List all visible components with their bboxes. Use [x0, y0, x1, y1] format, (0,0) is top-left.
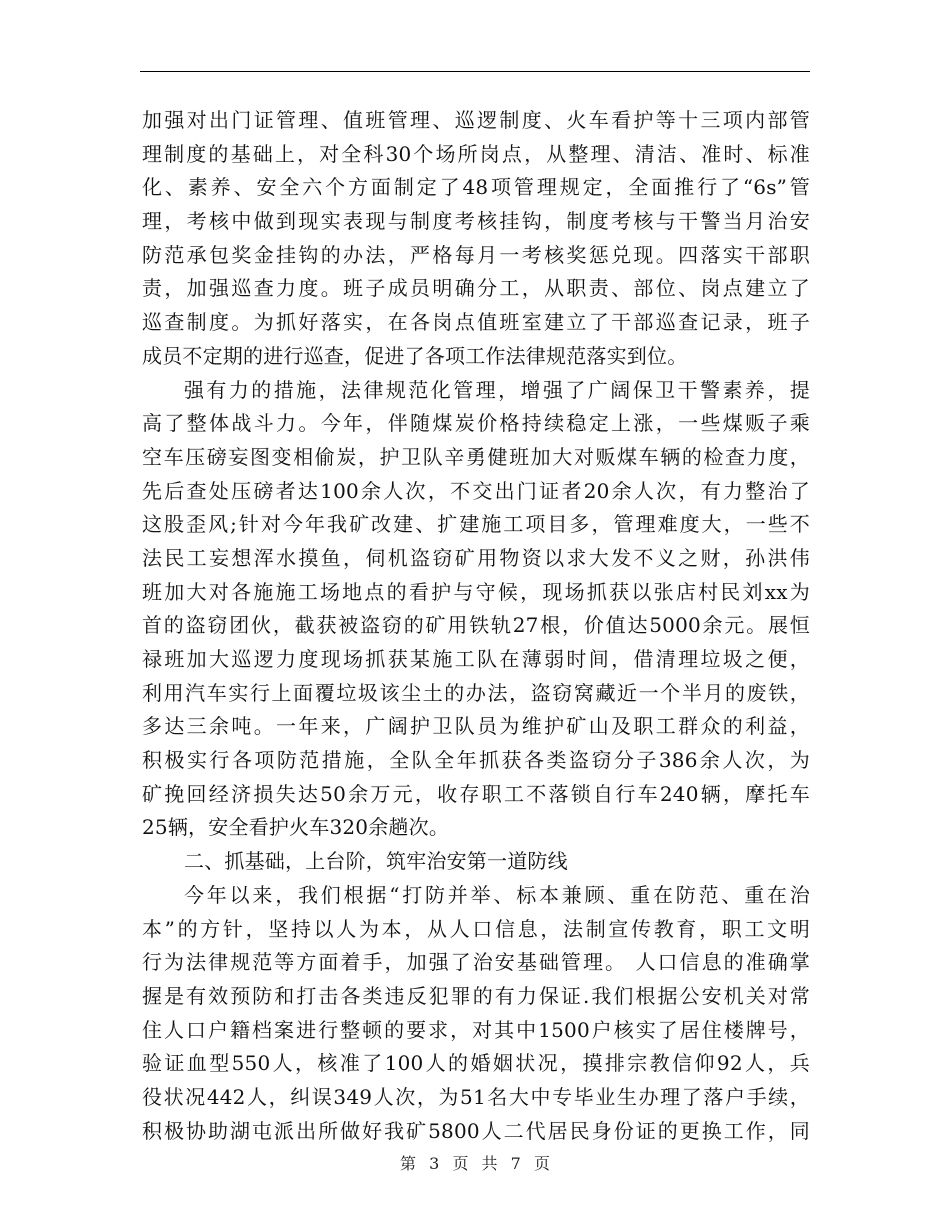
text-line: 积极实行各项防范措施，全队全年抓获各类盗窃分子386余人次，为: [142, 748, 810, 773]
text-line: 加强对出门证管理、值班管理、巡逻制度、火车看护等十三项内部管: [142, 108, 810, 132]
text-line: 积极协助湖屯派出所做好我矿5800人二代居民身份证的更换工作，同: [142, 1118, 810, 1143]
footer-page-word: 页: [452, 1154, 469, 1173]
text-line: 握是有效预防和打击各类违反犯罪的有力保证.我们根据公安机关对常: [142, 983, 810, 1008]
text-line: 25辆，安全看护火车320余趟次。: [142, 815, 450, 840]
text-line: 役状况442人，纠误349人次，为51名大中专毕业生办理了落户手续，: [142, 1084, 810, 1109]
text-line: 强有力的措施，法律规范化管理，增强了广阔保卫干警素养，提: [184, 377, 810, 402]
header-rule: [140, 71, 810, 72]
text-line: 成员不定期的进行巡查，促进了各项工作法律规范落实到位。: [142, 343, 688, 368]
text-line: 巡查制度。为抓好落实，在各岗点值班室建立了干部巡查记录，班子: [142, 310, 810, 335]
text-line: 利用汽车实行上面覆垃圾该尘土的办法，盗窃窝藏近一个半月的废铁，: [142, 680, 810, 705]
text-line: 行为法律规范等方面着手，加强了治安基础管理。 人口信息的准确掌: [142, 950, 810, 975]
text-line: 防范承包奖金挂钩的办法，严格每月一考核奖惩兑现。四落实干部职: [142, 242, 810, 267]
text-line: 首的盗窃团伙，截获被盗窃的矿用铁轨27根，价值达5000余元。展恒: [142, 613, 810, 638]
footer-prefix: 第: [400, 1154, 417, 1173]
text-line: 今年以来，我们根据“打防并举、标本兼顾、重在防范、重在治: [184, 882, 810, 907]
text-line: 理，考核中做到现实表现与制度考核挂钩，制度考核与干警当月治安: [142, 209, 810, 234]
text-line: 本”的方针，坚持以人为本，从人口信息，法制宣传教育，职工文明: [142, 916, 810, 941]
text-line: 禄班加大巡逻力度现场抓获某施工队在薄弱时间，借清理垃圾之便，: [142, 647, 810, 671]
footer-suffix: 页: [533, 1154, 550, 1173]
text-line: 验证血型550人，核准了100人的婚姻状况，摸排宗教信仰92人，兵: [142, 1051, 810, 1076]
footer-total-pages: 7: [510, 1154, 521, 1173]
text-line: 二、抓基础，上台阶，筑牢治安第一道防线: [184, 849, 568, 874]
text-line: 责，加强巡查力度。班子成员明确分工，从职责、部位、岗点建立了: [142, 276, 810, 301]
text-line: 高了整体战斗力。今年，伴随煤炭价格持续稳定上涨，一些煤贩子乘: [142, 411, 810, 436]
text-line: 多达三余吨。一年来，广阔护卫队员为维护矿山及职工群众的利益，: [142, 714, 810, 739]
text-line: 法民工妄想浑水摸鱼，伺机盗窃矿用物资以求大发不义之财，孙洪伟: [142, 545, 810, 570]
text-line: 化、素养、安全六个方面制定了48项管理规定，全面推行了“6s”管: [142, 175, 810, 200]
text-line: 这股歪风;针对今年我矿改建、扩建施工项目多，管理难度大，一些不: [142, 512, 810, 537]
text-line: 矿挽回经济损失达50余万元，收存职工不落锁自行车240辆，摩托车: [142, 781, 810, 806]
body-text: [142, 104, 810, 1148]
text-line: 住人口户籍档案进行整顿的要求，对其中1500户核实了居住楼牌号，: [142, 1017, 810, 1042]
text-line: 先后查处压磅者达100余人次，不交出门证者20余人次，有力整治了: [142, 478, 810, 503]
text-line: 班加大对各施施工场地点的看护与守候，现场抓获以张店村民刘xx为: [142, 579, 810, 604]
page-footer: [0, 1152, 950, 1176]
footer-current-page: 3: [429, 1154, 440, 1173]
text-line: 理制度的基础上，对全科30个场所岗点，从整理、清洁、准时、标准: [142, 141, 810, 166]
footer-total-prefix: 共: [481, 1154, 498, 1173]
text-line: 空车压磅妄图变相偷炭，护卫队辛勇健班加大对贩煤车辆的检查力度，: [142, 444, 810, 469]
